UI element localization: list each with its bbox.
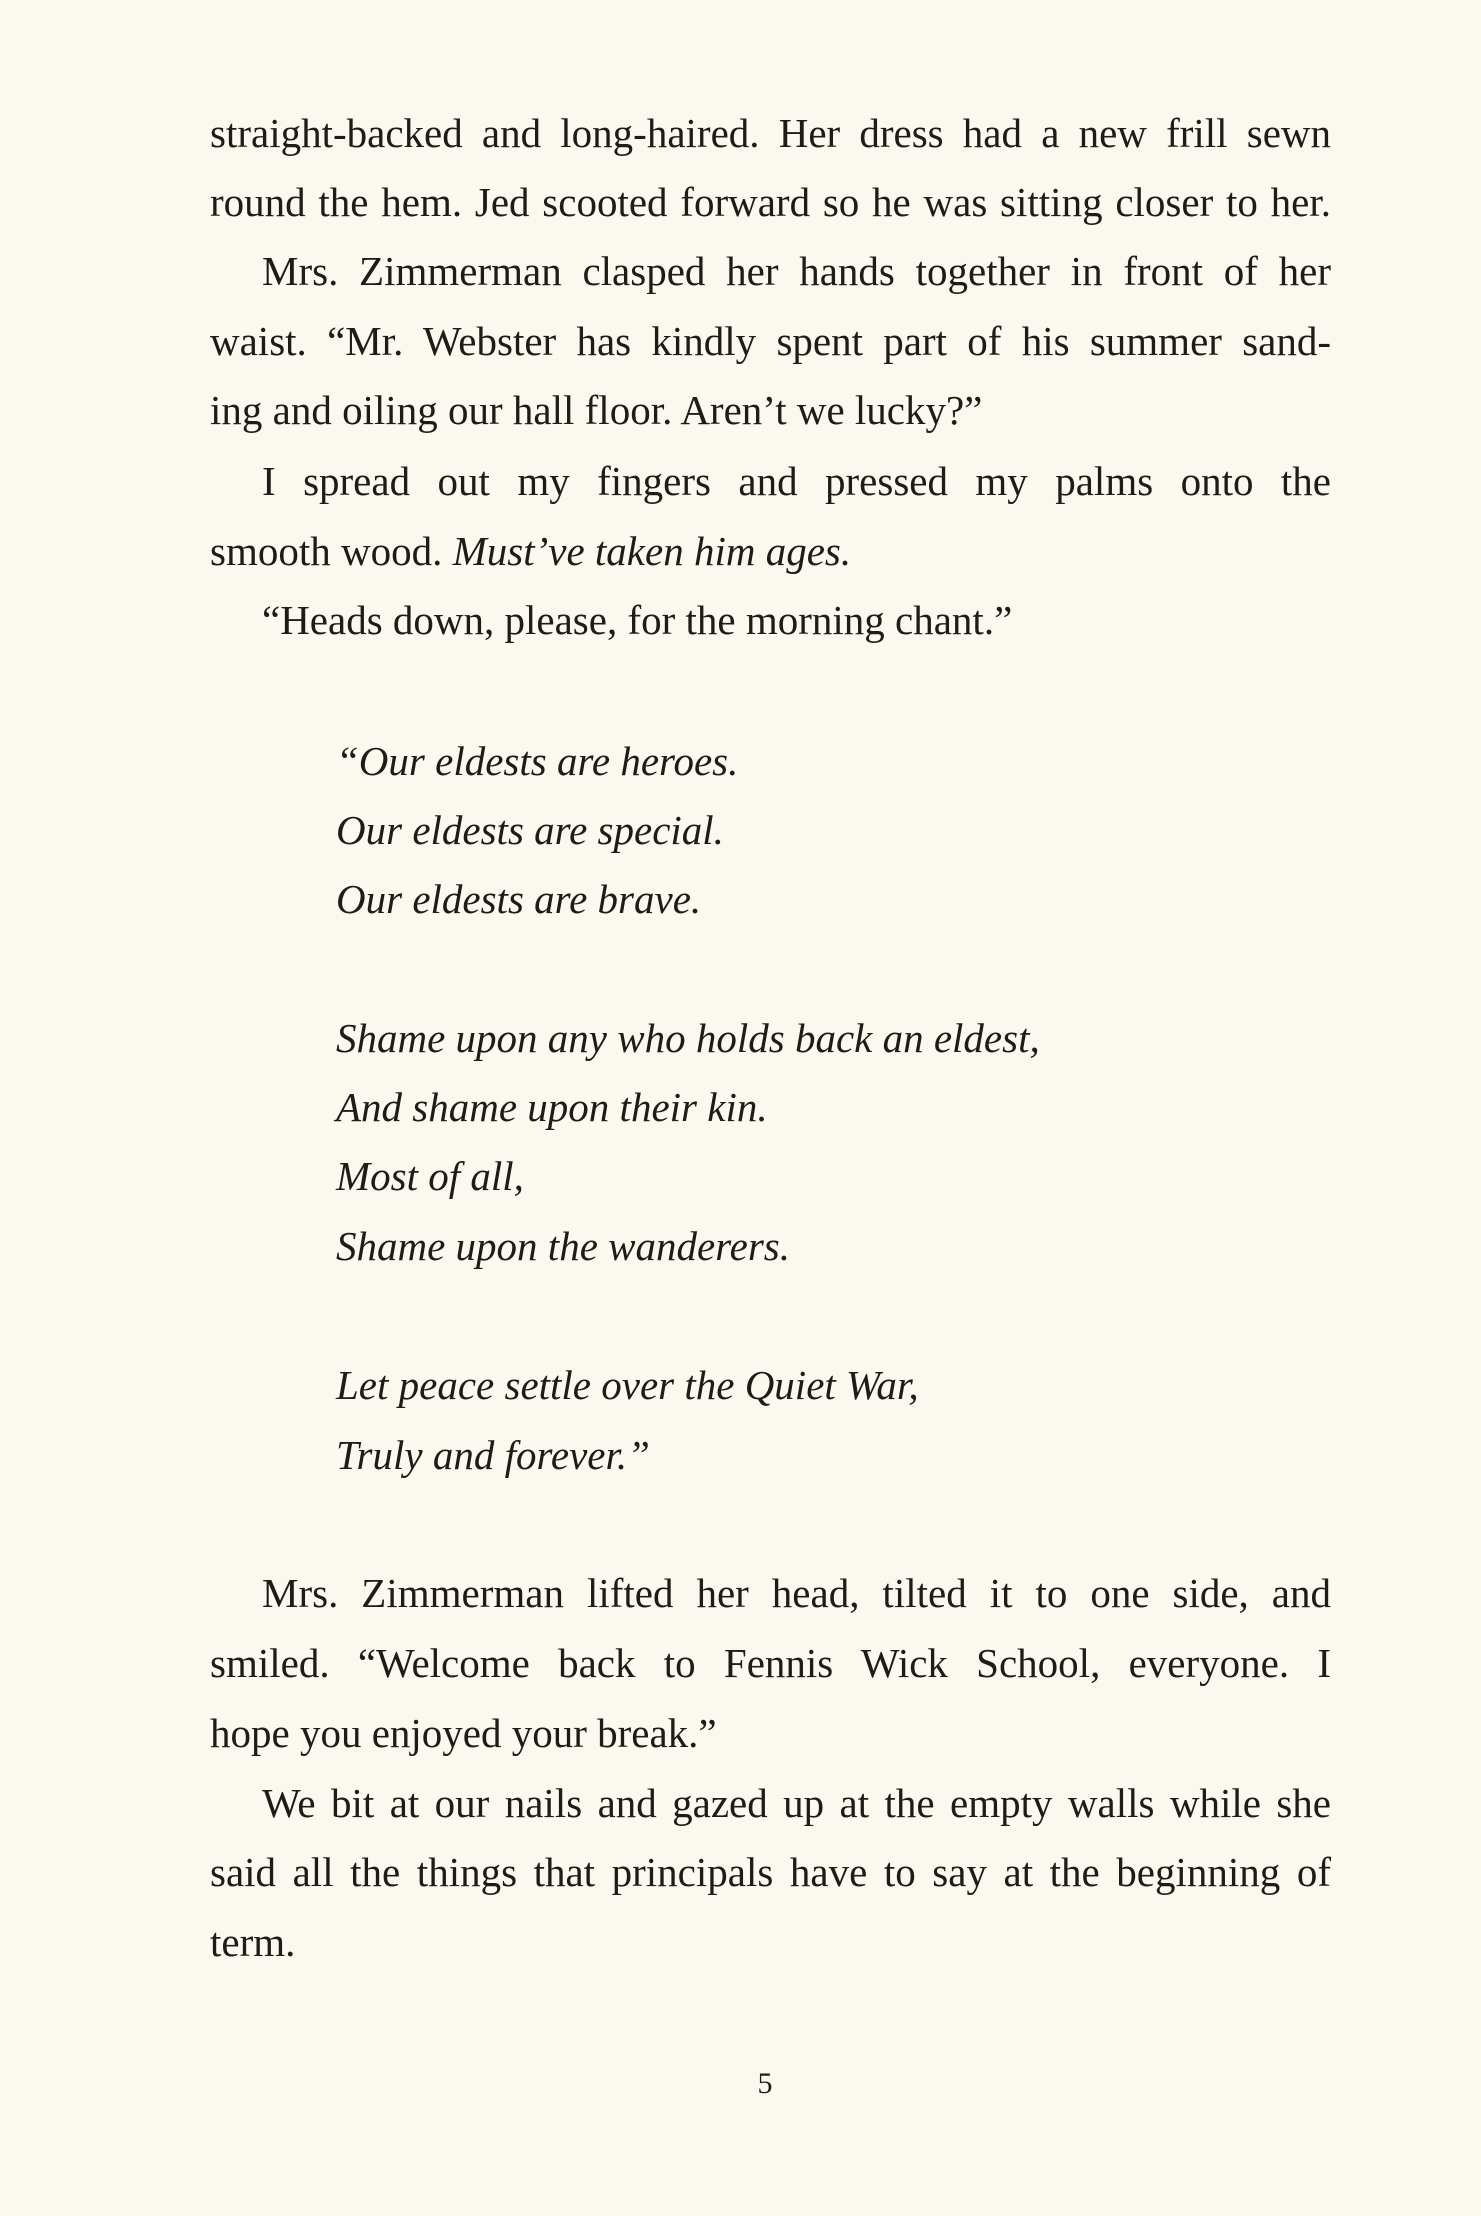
paragraph-6-line-2: said all the things that principals have to say at the beginning of: [210, 1849, 1331, 1895]
paragraph-4-line-1: “Heads down, please, for the morning chant.”: [262, 597, 1013, 643]
chant-line: Shame upon any who holds back an eldest,: [336, 1015, 1040, 1061]
paragraph-2-line-3: ing and oiling our hall floor. Aren’t we lucky?”: [210, 387, 983, 433]
paragraph-3-line-2-italic: Must’ve taken him ages.: [452, 528, 852, 574]
chant-line: Our eldests are special.: [336, 807, 724, 853]
chant-line: Our eldests are brave.: [336, 876, 702, 922]
chant-line: “Our eldests are heroes.: [336, 738, 739, 784]
chant-line: And shame upon their kin.: [336, 1084, 768, 1130]
chant-line: Let peace settle over the Quiet War,: [336, 1362, 919, 1408]
paragraph-1-line-2: round the hem. Jed scooted forward so he was sitting closer to her.: [210, 179, 1331, 225]
chant-line: Shame upon the wanderers.: [336, 1223, 790, 1269]
paragraph-5-line-3: hope you enjoyed your break.”: [210, 1710, 717, 1756]
paragraph-5-line-2: smiled. “Welcome back to Fennis Wick School, everyone. I: [210, 1640, 1331, 1686]
paragraph-6-line-3: term.: [210, 1919, 296, 1965]
paragraph-1-line-1: straight-backed and long-haired. Her dress had a new frill sewn: [210, 110, 1331, 156]
paragraph-5-line-1: Mrs. Zimmerman lifted her head, tilted it to one side, and: [262, 1570, 1331, 1616]
paragraph-2-line-1: Mrs. Zimmerman clasped her hands together in front of her: [262, 248, 1331, 294]
paragraph-3-line-2-plain: smooth wood.: [210, 528, 453, 574]
chant-line: Most of all,: [336, 1153, 524, 1199]
chant-line: Truly and forever.”: [336, 1432, 650, 1478]
paragraph-2-line-2: waist. “Mr. Webster has kindly spent part of his summer sand-: [210, 318, 1331, 364]
paragraph-3-line-2: [210, 524, 1331, 578]
page-number: 5: [757, 2067, 773, 2100]
paragraph-3-line-1: I spread out my fingers and pressed my palms onto the: [262, 458, 1331, 504]
paragraph-6-line-1: We bit at our nails and gazed up at the empty walls while she: [262, 1780, 1331, 1826]
